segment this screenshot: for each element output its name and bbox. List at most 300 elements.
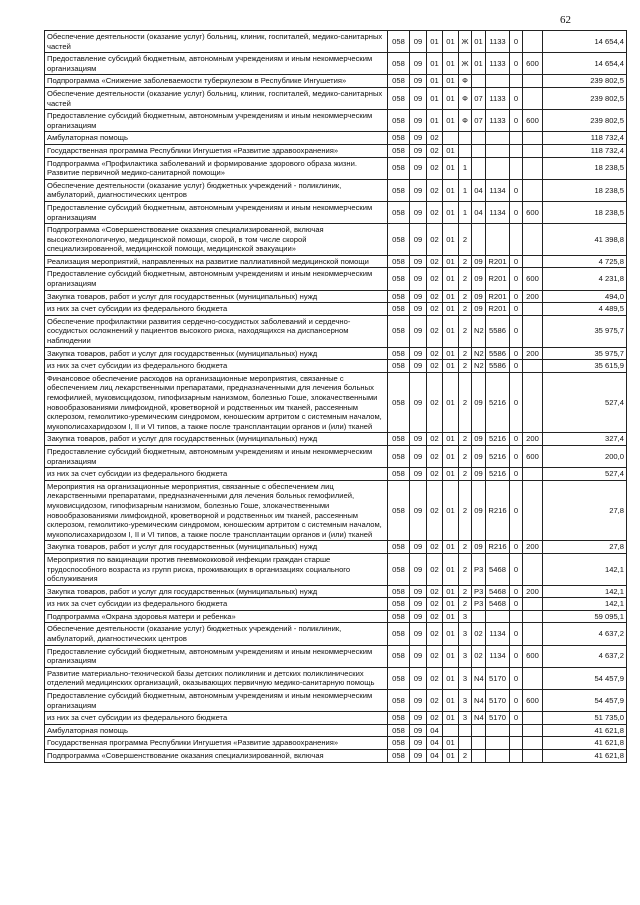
direction-code: 1133 (486, 53, 510, 75)
ministry-code: 058 (388, 712, 410, 725)
ministry-code: 058 (388, 303, 410, 316)
amount: 18 238,5 (543, 157, 627, 179)
direction-code: R201 (486, 255, 510, 268)
expense-type: 200 (523, 585, 543, 598)
event-code: 01 (472, 31, 486, 53)
subsection-code: 02 (427, 360, 443, 373)
amount: 18 238,5 (543, 179, 627, 201)
row-name: Закупка товаров, работ и услуг для государственных (муниципальных) нужд (45, 585, 388, 598)
amount: 239 802,5 (543, 87, 627, 109)
ministry-code: 058 (388, 53, 410, 75)
event-code (472, 737, 486, 750)
direction-suffix: 0 (510, 541, 523, 554)
row-name: из них за счет субсидии из федерального бюджета (45, 712, 388, 725)
event-code (472, 132, 486, 145)
direction-code: R201 (486, 268, 510, 290)
direction-suffix (510, 132, 523, 145)
section-code: 09 (410, 541, 427, 554)
event-code: 09 (472, 268, 486, 290)
section-code: 09 (410, 157, 427, 179)
event-code: P3 (472, 553, 486, 585)
direction-suffix: 0 (510, 290, 523, 303)
amount: 527,4 (543, 468, 627, 481)
subprogram-code: 3 (459, 623, 472, 645)
expense-type: 600 (523, 445, 543, 467)
direction-suffix: 0 (510, 303, 523, 316)
amount: 41 621,8 (543, 737, 627, 750)
section-code: 09 (410, 75, 427, 88)
program-code: 01 (443, 290, 459, 303)
direction-code (486, 750, 510, 763)
expense-type (523, 315, 543, 347)
expense-type (523, 132, 543, 145)
expense-type (523, 553, 543, 585)
section-code: 09 (410, 645, 427, 667)
table-row (45, 445, 627, 467)
subprogram-code (459, 724, 472, 737)
subsection-code: 02 (427, 347, 443, 360)
subprogram-code: 2 (459, 433, 472, 446)
row-name: Предоставление субсидий бюджетным, автономным учреждениям и иным некоммерческим организациям (45, 110, 388, 132)
section-code: 09 (410, 610, 427, 623)
section-code: 09 (410, 480, 427, 541)
subprogram-code: 1 (459, 157, 472, 179)
subprogram-code: 2 (459, 598, 472, 611)
row-name: Предоставление субсидий бюджетным, автономным учреждениям и иным некоммерческим организациям (45, 445, 388, 467)
table-row (45, 303, 627, 316)
program-code: 01 (443, 53, 459, 75)
direction-suffix: 0 (510, 468, 523, 481)
table-row (45, 290, 627, 303)
expense-type: 600 (523, 53, 543, 75)
expense-type (523, 610, 543, 623)
direction-suffix: 0 (510, 712, 523, 725)
table-row (45, 585, 627, 598)
subsection-code: 02 (427, 468, 443, 481)
expense-type (523, 623, 543, 645)
program-code: 01 (443, 87, 459, 109)
subprogram-code: 2 (459, 372, 472, 433)
table-row (45, 268, 627, 290)
direction-code: 5216 (486, 433, 510, 446)
event-code: 09 (472, 303, 486, 316)
ministry-code: 058 (388, 132, 410, 145)
table-row (45, 468, 627, 481)
expense-type (523, 598, 543, 611)
program-code: 01 (443, 144, 459, 157)
section-code: 09 (410, 667, 427, 689)
event-code (472, 750, 486, 763)
direction-suffix (510, 610, 523, 623)
event-code: 09 (472, 468, 486, 481)
subprogram-code: 2 (459, 480, 472, 541)
row-name: Предоставление субсидий бюджетным, автономным учреждениям и иным некоммерческим организациям (45, 53, 388, 75)
expense-type (523, 480, 543, 541)
expense-type (523, 667, 543, 689)
expense-type (523, 737, 543, 750)
event-code: 07 (472, 87, 486, 109)
row-name: Развитие материально-технической базы детских поликлиник и детских поликлинических отделений медицинских организаций, оказывающих первичную медико-санитарную помощь (45, 667, 388, 689)
ministry-code: 058 (388, 667, 410, 689)
event-code: P3 (472, 585, 486, 598)
table-row (45, 53, 627, 75)
table-row (45, 201, 627, 223)
row-name: Предоставление субсидий бюджетным, автономным учреждениям и иным некоммерческим организациям (45, 645, 388, 667)
direction-code: 1134 (486, 201, 510, 223)
amount: 41 398,8 (543, 224, 627, 256)
subsection-code: 02 (427, 268, 443, 290)
event-code (472, 724, 486, 737)
section-code: 09 (410, 724, 427, 737)
ministry-code: 058 (388, 645, 410, 667)
program-code (443, 724, 459, 737)
direction-suffix: 0 (510, 360, 523, 373)
section-code: 09 (410, 347, 427, 360)
row-name: Закупка товаров, работ и услуг для государственных (муниципальных) нужд (45, 347, 388, 360)
expense-type: 600 (523, 690, 543, 712)
row-name: Закупка товаров, работ и услуг для государственных (муниципальных) нужд (45, 290, 388, 303)
amount: 54 457,9 (543, 667, 627, 689)
direction-code: 5468 (486, 585, 510, 598)
subprogram-code: 2 (459, 445, 472, 467)
subsection-code: 01 (427, 53, 443, 75)
row-name: из них за счет субсидии из федерального бюджета (45, 598, 388, 611)
direction-suffix (510, 144, 523, 157)
event-code (472, 157, 486, 179)
direction-suffix (510, 737, 523, 750)
subsection-code: 02 (427, 585, 443, 598)
event-code: 09 (472, 290, 486, 303)
program-code: 01 (443, 737, 459, 750)
direction-suffix: 0 (510, 315, 523, 347)
expense-type (523, 87, 543, 109)
event-code: 02 (472, 645, 486, 667)
section-code: 09 (410, 303, 427, 316)
subprogram-code: 3 (459, 667, 472, 689)
ministry-code: 058 (388, 724, 410, 737)
section-code: 09 (410, 315, 427, 347)
direction-code (486, 610, 510, 623)
ministry-code: 058 (388, 690, 410, 712)
row-name: Амбулаторная помощь (45, 132, 388, 145)
row-name: Подпрограмма «Охрана здоровья матери и ребенка» (45, 610, 388, 623)
direction-code: 1133 (486, 110, 510, 132)
subprogram-code: 2 (459, 347, 472, 360)
event-code: N2 (472, 360, 486, 373)
amount: 51 735,0 (543, 712, 627, 725)
program-code: 01 (443, 224, 459, 256)
event-code (472, 144, 486, 157)
subsection-code: 02 (427, 667, 443, 689)
subprogram-code: 2 (459, 553, 472, 585)
subprogram-code: Ж (459, 53, 472, 75)
subprogram-code: Ф (459, 87, 472, 109)
subprogram-code: 2 (459, 750, 472, 763)
direction-code (486, 157, 510, 179)
program-code: 01 (443, 690, 459, 712)
section-code: 09 (410, 750, 427, 763)
direction-code: 5586 (486, 347, 510, 360)
subsection-code: 04 (427, 750, 443, 763)
table-row (45, 712, 627, 725)
subsection-code: 02 (427, 132, 443, 145)
section-code: 09 (410, 87, 427, 109)
event-code (472, 224, 486, 256)
table-row (45, 315, 627, 347)
subprogram-code: 2 (459, 268, 472, 290)
expense-type (523, 303, 543, 316)
ministry-code: 058 (388, 598, 410, 611)
program-code: 01 (443, 372, 459, 433)
row-name: Финансовое обеспечение расходов на организационные мероприятия, связанные с обеспечением лиц лекарственными препаратами, предназначенными для лечения больных гемофилией, муковисцидозом, гипофизарным нанизмом, болезнью Гоше, злокачественными новообразованиями лимфоидной, кроветворной и родственных им тканей, рассеянным склерозом, гемолитико-уремическим синдромом, юношеским артритом с системным началом, мукополисахаридозом I, II и VI типов, а также после трансплантации органов и (или) тканей (45, 372, 388, 433)
program-code: 01 (443, 433, 459, 446)
amount: 54 457,9 (543, 690, 627, 712)
table-row (45, 623, 627, 645)
subsection-code: 02 (427, 645, 443, 667)
row-name: Мероприятия на организационные мероприятия, связанные с обеспечением лиц лекарственными препаратами, предназначенными для лечения больных гемофилией, муковисцидозом, гипофизарным нанизмом, болезнью Гоше, злокачественными новообразованиями лимфоидной, кроветворной и родственных им тканей, рассеянным склерозом, гемолитико-уремическим синдромом, юношеским артритом с системным началом, мукополисахаридозом I, II и VI типов, а также после трансплантации органов и (или) тканей (45, 480, 388, 541)
subsection-code: 02 (427, 144, 443, 157)
event-code: N2 (472, 347, 486, 360)
expense-type: 200 (523, 541, 543, 554)
subprogram-code (459, 144, 472, 157)
section-code: 09 (410, 144, 427, 157)
subprogram-code: 2 (459, 255, 472, 268)
subprogram-code: 2 (459, 360, 472, 373)
subsection-code: 02 (427, 201, 443, 223)
amount: 14 654,4 (543, 53, 627, 75)
subsection-code: 02 (427, 433, 443, 446)
subsection-code: 02 (427, 480, 443, 541)
section-code: 09 (410, 737, 427, 750)
direction-suffix: 0 (510, 645, 523, 667)
direction-suffix: 0 (510, 598, 523, 611)
table-row (45, 157, 627, 179)
expense-type (523, 255, 543, 268)
event-code: 01 (472, 53, 486, 75)
row-name: Закупка товаров, работ и услуг для государственных (муниципальных) нужд (45, 433, 388, 446)
row-name: Предоставление субсидий бюджетным, автономным учреждениям и иным некоммерческим организациям (45, 201, 388, 223)
expense-type (523, 372, 543, 433)
ministry-code: 058 (388, 750, 410, 763)
event-code: 02 (472, 623, 486, 645)
subsection-code: 02 (427, 290, 443, 303)
row-name: Предоставление субсидий бюджетным, автономным учреждениям и иным некоммерческим организациям (45, 690, 388, 712)
expense-type (523, 144, 543, 157)
event-code: N4 (472, 712, 486, 725)
subsection-code: 02 (427, 445, 443, 467)
direction-suffix: 0 (510, 201, 523, 223)
direction-code: 5216 (486, 445, 510, 467)
subsection-code: 02 (427, 315, 443, 347)
ministry-code: 058 (388, 75, 410, 88)
ministry-code: 058 (388, 445, 410, 467)
amount: 4 637,2 (543, 645, 627, 667)
event-code: P3 (472, 598, 486, 611)
ministry-code: 058 (388, 31, 410, 53)
subsection-code: 01 (427, 75, 443, 88)
expense-type: 200 (523, 347, 543, 360)
direction-code: 5468 (486, 598, 510, 611)
table-row (45, 132, 627, 145)
direction-suffix (510, 157, 523, 179)
program-code (443, 132, 459, 145)
table-row (45, 144, 627, 157)
subsection-code: 02 (427, 255, 443, 268)
direction-code: R201 (486, 303, 510, 316)
direction-code: R201 (486, 290, 510, 303)
row-name: Подпрограмма «Совершенствование оказания специализированной, включая высокотехнологичную, медицинской помощи, скорой, в том числе скорой специализированной, медицинской помощи, медицинской эвакуации» (45, 224, 388, 256)
row-name: Подпрограмма «Профилактика заболеваний и формирование здорового образа жизни. Развитие первичной медико-санитарной помощи» (45, 157, 388, 179)
direction-suffix: 0 (510, 667, 523, 689)
event-code: 04 (472, 179, 486, 201)
direction-code: R216 (486, 480, 510, 541)
ministry-code: 058 (388, 144, 410, 157)
program-code: 01 (443, 667, 459, 689)
subsection-code: 01 (427, 31, 443, 53)
subsection-code: 02 (427, 372, 443, 433)
direction-suffix (510, 724, 523, 737)
direction-suffix: 0 (510, 585, 523, 598)
ministry-code: 058 (388, 372, 410, 433)
program-code: 01 (443, 201, 459, 223)
event-code: N4 (472, 667, 486, 689)
ministry-code: 058 (388, 87, 410, 109)
program-code: 01 (443, 268, 459, 290)
table-row (45, 75, 627, 88)
section-code: 09 (410, 553, 427, 585)
table-row (45, 433, 627, 446)
subprogram-code: 2 (459, 315, 472, 347)
direction-suffix: 0 (510, 268, 523, 290)
program-code: 01 (443, 553, 459, 585)
subprogram-code: 1 (459, 179, 472, 201)
expense-type (523, 179, 543, 201)
row-name: Обеспечение деятельности (оказание услуг) бюджетных учреждений - поликлиник, амбулаторий, диагностических центров (45, 623, 388, 645)
ministry-code: 058 (388, 224, 410, 256)
ministry-code: 058 (388, 201, 410, 223)
event-code: 04 (472, 201, 486, 223)
direction-suffix: 0 (510, 623, 523, 645)
section-code: 09 (410, 31, 427, 53)
section-code: 09 (410, 598, 427, 611)
direction-code (486, 224, 510, 256)
subsection-code: 02 (427, 553, 443, 585)
expense-type (523, 468, 543, 481)
event-code: N2 (472, 315, 486, 347)
direction-suffix: 0 (510, 347, 523, 360)
expense-type (523, 360, 543, 373)
direction-code (486, 75, 510, 88)
event-code: 09 (472, 255, 486, 268)
direction-code (486, 132, 510, 145)
section-code: 09 (410, 132, 427, 145)
subprogram-code: Ф (459, 110, 472, 132)
row-name: Закупка товаров, работ и услуг для государственных (муниципальных) нужд (45, 541, 388, 554)
program-code: 01 (443, 598, 459, 611)
subsection-code: 02 (427, 690, 443, 712)
direction-code: 1134 (486, 179, 510, 201)
section-code: 09 (410, 445, 427, 467)
section-code: 09 (410, 372, 427, 433)
direction-suffix: 0 (510, 179, 523, 201)
direction-suffix: 0 (510, 87, 523, 109)
table-row (45, 372, 627, 433)
direction-code: 5216 (486, 372, 510, 433)
ministry-code: 058 (388, 433, 410, 446)
subprogram-code: 3 (459, 645, 472, 667)
page-number: 62 (560, 14, 571, 26)
program-code: 01 (443, 585, 459, 598)
amount: 142,1 (543, 598, 627, 611)
event-code: 07 (472, 110, 486, 132)
table-body (45, 31, 627, 763)
row-name: Государственная программа Республики Ингушетия «Развитие здравоохранения» (45, 144, 388, 157)
ministry-code: 058 (388, 268, 410, 290)
direction-suffix: 0 (510, 255, 523, 268)
section-code: 09 (410, 255, 427, 268)
subprogram-code: 2 (459, 224, 472, 256)
subprogram-code: Ф (459, 75, 472, 88)
subprogram-code (459, 737, 472, 750)
expense-type (523, 224, 543, 256)
subprogram-code: 2 (459, 585, 472, 598)
table-row (45, 224, 627, 256)
program-code: 01 (443, 347, 459, 360)
row-name: Подпрограмма «Совершенствование оказания специализированной, включая (45, 750, 388, 763)
row-name: Реализация мероприятий, направленных на развитие паллиативной медицинской помощи (45, 255, 388, 268)
direction-code: R216 (486, 541, 510, 554)
amount: 142,1 (543, 553, 627, 585)
row-name: Предоставление субсидий бюджетным, автономным учреждениям и иным некоммерческим организациям (45, 268, 388, 290)
section-code: 09 (410, 585, 427, 598)
amount: 14 654,4 (543, 31, 627, 53)
amount: 18 238,5 (543, 201, 627, 223)
table-row (45, 480, 627, 541)
amount: 118 732,4 (543, 132, 627, 145)
ministry-code: 058 (388, 468, 410, 481)
event-code: 09 (472, 445, 486, 467)
amount: 27,8 (543, 541, 627, 554)
table-row (45, 360, 627, 373)
subsection-code: 02 (427, 598, 443, 611)
table-row (45, 31, 627, 53)
direction-suffix: 0 (510, 445, 523, 467)
subprogram-code: 3 (459, 712, 472, 725)
amount: 494,0 (543, 290, 627, 303)
direction-code (486, 737, 510, 750)
amount: 35 975,7 (543, 315, 627, 347)
expense-type (523, 157, 543, 179)
expense-type: 600 (523, 110, 543, 132)
expense-type: 600 (523, 268, 543, 290)
section-code: 09 (410, 53, 427, 75)
direction-code: 1133 (486, 87, 510, 109)
subsection-code: 02 (427, 303, 443, 316)
ministry-code: 058 (388, 585, 410, 598)
row-name: из них за счет субсидии из федерального бюджета (45, 360, 388, 373)
subsection-code: 02 (427, 541, 443, 554)
ministry-code: 058 (388, 623, 410, 645)
ministry-code: 058 (388, 737, 410, 750)
subsection-code: 02 (427, 712, 443, 725)
subsection-code: 02 (427, 610, 443, 623)
row-name: из них за счет субсидии из федерального бюджета (45, 303, 388, 316)
event-code: 09 (472, 480, 486, 541)
section-code: 09 (410, 468, 427, 481)
subprogram-code: Ж (459, 31, 472, 53)
direction-code (486, 724, 510, 737)
program-code: 01 (443, 712, 459, 725)
